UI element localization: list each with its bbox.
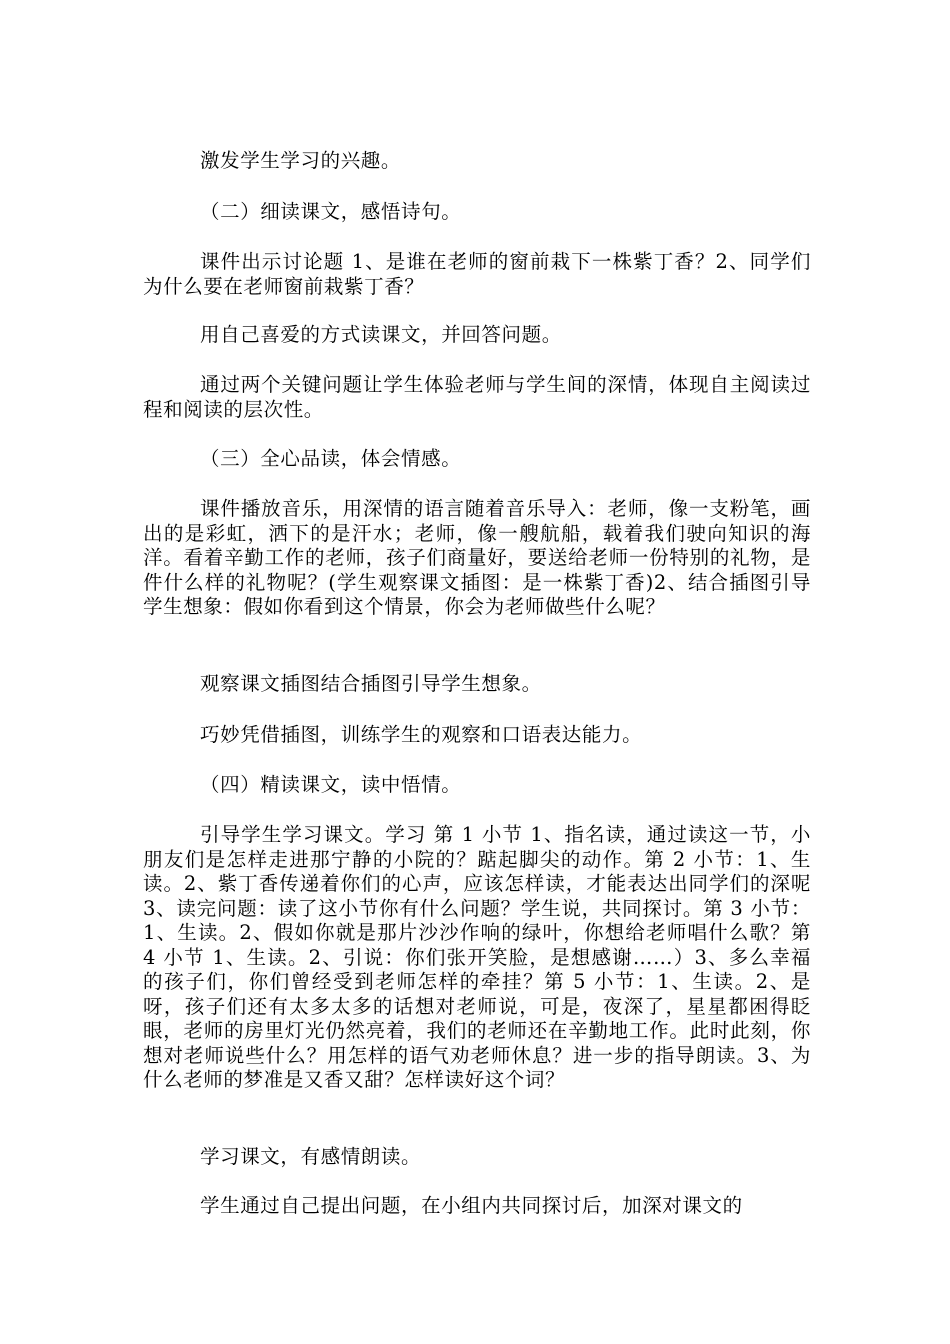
section-heading-3: （三）全心品读，体会情感。 <box>200 447 462 470</box>
paragraph-11: 引导学生学习课文。学习 第 1 小节 1、指名读，通过读这一节，小朋友们是怎样走进那宁静的小院的？踮起脚尖的动作。第 2 小节：1、生读。2、紫丁香传递着你们的心声，应该怎样读，才能表达出同学们的深呢 3、读完问题：读了这小节你有什么问题？学生说，共同探讨。第 3 小节：1、生读。2、假如你就是那片沙沙作响的绿叶，你想给老师唱什么歌？第 4 小节 1、生读。2、引说：你们张开笑脸，是想感谢……）3、多么幸福的孩子们，你们曾经受到老师怎样的牵挂？第 5 小节：1、生读。2、是呀，孩子们还有太多太多的话想对老师说，可是，夜深了，星星都困得眨眼，老师的房里灯光仍然亮着，我们的老师还在辛勤地工作。此时此刻，你想对老师说些什么？用怎样的语气劝老师休息？进一步的指导朗读。3、为什么老师的梦准是又香又甜？怎样读好这个词？ <box>143 823 811 1091</box>
paragraph-3: 课件出示讨论题 1、是谁在老师的窗前栽下一株紫丁香？2、同学们为什么要在老师窗前栽紫丁香？ <box>143 250 811 298</box>
paragraph-12: 学习课文，有感情朗读。 <box>200 1145 422 1168</box>
section-heading-2: （二）细读课文，感悟诗句。 <box>200 200 462 223</box>
paragraph-13: 学生通过自己提出问题，在小组内共同探讨后，加深对课文的 <box>200 1194 743 1217</box>
paragraph-7: 课件播放音乐，用深情的语言随着音乐导入：老师，像一支粉笔，画出的是彩虹，洒下的是汗水；老师，像一艘航船，载着我们驶向知识的海洋。看着辛勤工作的老师，孩子们商量好，要送给老师一份特别的礼物，是件什么样的礼物呢？(学生观察课文插图：是一株紫丁香)2、结合插图引导学生想象：假如你看到这个情景，你会为老师做些什么呢？ <box>143 497 811 618</box>
paragraph-5: 通过两个关键问题让学生体验老师与学生间的深情，体现自主阅读过程和阅读的层次性。 <box>143 373 811 421</box>
paragraph-4: 用自己喜爱的方式读课文，并回答问题。 <box>200 323 562 346</box>
paragraph-8: 观察课文插图结合插图引导学生想象。 <box>200 672 542 695</box>
paragraph-9: 巧妙凭借插图，训练学生的观察和口语表达能力。 <box>200 723 643 746</box>
section-heading-4: （四）精读课文，读中悟情。 <box>200 773 462 796</box>
paragraph-1: 激发学生学习的兴趣。 <box>200 149 402 172</box>
